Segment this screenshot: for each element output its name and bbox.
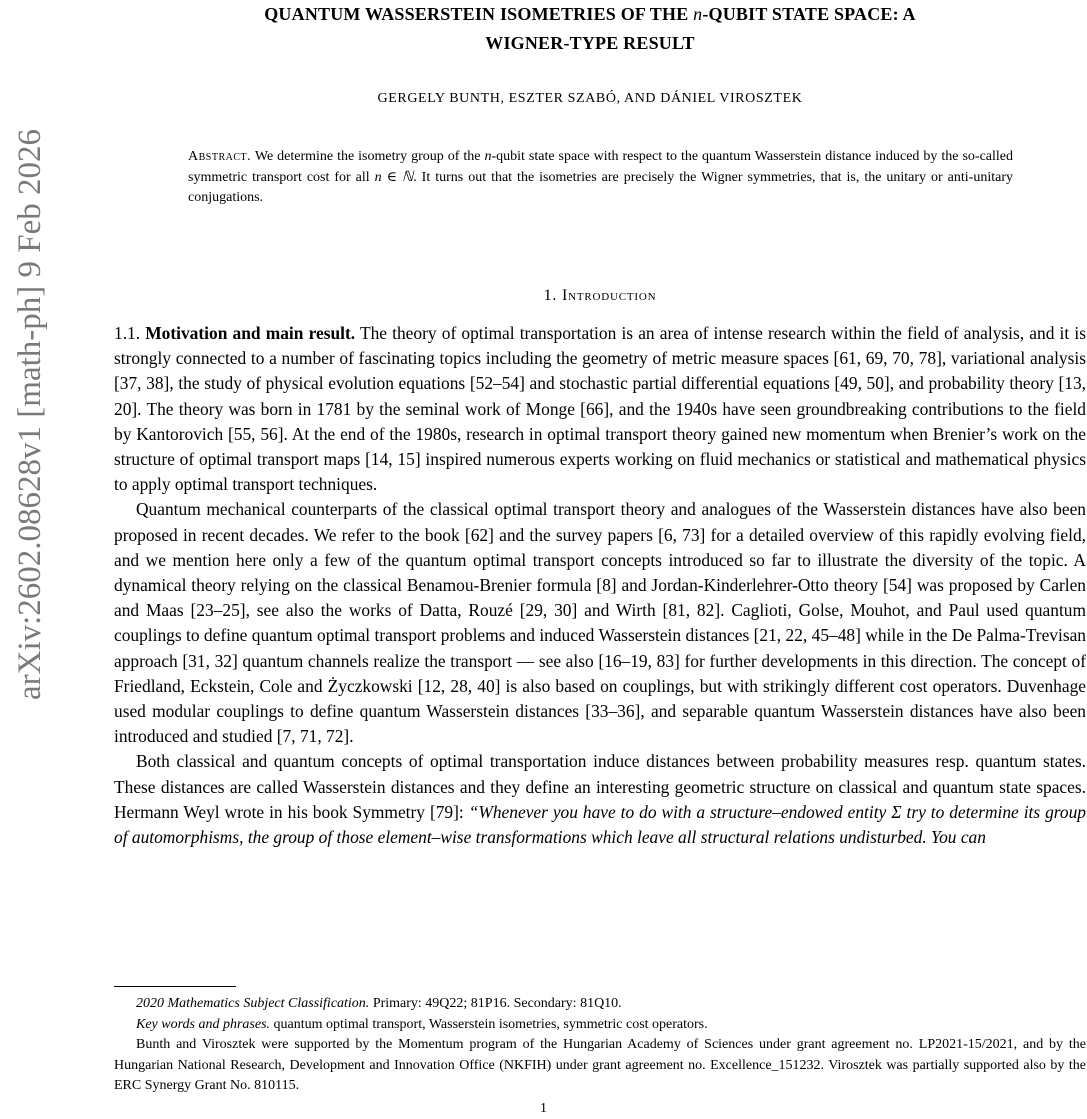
body-text [114,321,1086,850]
paragraph-2: Quantum mechanical counterparts of the classical optimal transport theory and analogues of the Wasserstein distances have also been proposed in recent decades. We refer to the book [62] and the survey papers [6, 73] for a detailed overview of this rapidly evolving field, and we mention here only a few of the quantum optimal transport concepts introduced so far to illustrate the diversity of the topic. A dynamical theory relying on the classical Benamou-Brenier formula [8] and Jordan-Kinderlehrer-Otto theory [54] was proposed by Carlen and Maas [23–25], see also the works of Datta, Rouzé [29, 30] and Wirth [81, 82]. Caglioti, Golse, Mouhot, and Paul used quantum couplings to define quantum optimal transport problems and induced Wasserstein distances [21, 22, 45–48] while in the De Palma-Trevisan approach [31, 32] quantum channels realize the transport — see also [16–19, 83] for further developments in this direction. The concept of Friedland, Eckstein, Cole and Życzkowski [12, 28, 40] is also based on couplings, but with strikingly different cost operators. Duvenhage used modular couplings to define quantum Wasserstein distances [33–36], and separable quantum Wasserstein distances have also been introduced and studied [7, 71, 72]. [114,499,1086,747]
author-list: GERGELY BUNTH, ESZTER SZABÓ, AND DÁNIEL VIROSZTEK [377,91,803,106]
paragraph-1-text: The theory of optimal transportation is an area of intense research within the field of analysis, and it is strongly connected to a number of fascinating topics including the geometry of metric measure spaces [61, 69, 70, 78], variational analysis [37, 38], the study of physical evolution equations [52–54] and stochastic partial differential equations [49, 50], and probability theory [13, 20]. The theory was born in 1781 by the seminal work of Monge [66], and the 1940s have seen groundbreaking contributions to the field by Kantorovich [55, 56]. At the end of the 1980s, research in optimal transport theory gained new momentum when Brenier’s work on the structure of optimal transport maps [14, 15] inspired numerous experts working on fluid mechanics or statistical and mathematical physics to apply optimal transport techniques. [114,323,1086,495]
footnote-keywords [114,1015,1086,1036]
footnote-funding: Bunth and Virosztek were supported by the Momentum program of the Hungarian Academy of Sciences under grant agreement no. LP2021-15/2021, and by the Hungarian National Research, Development and Innovation Office (NKFIH) under grant agreement no. Excellence_151232. Virosztek was partially supported also by the ERC Synergy Grant No. 810115. [114,1037,1086,1093]
title-line1-start: QUANTUM WASSERSTEIN ISOMETRIES OF THE [264,4,694,24]
paper-title [120,0,1060,58]
footnote-divider [114,986,236,987]
footnote-msc-label: 2020 Mathematics Subject Classification. [136,996,370,1011]
footnote-keywords-label: Key words and phrases. [136,1016,271,1032]
subsection-title: Motivation and main result. [145,323,356,343]
paragraph-1 [114,321,1086,497]
footnote-msc [114,994,1086,1015]
title-line2: WIGNER-TYPE RESULT [485,33,695,53]
title-variable-n: n [693,4,703,24]
page-number: 1 [540,1101,547,1116]
weyl-quote: “Whenever you have to do with a structure–endowed entity Σ try to determine its group of automorphisms, the group of those element–wise transformations which leave all structural relations undisturbed. You can [114,801,1086,848]
abstract [188,147,1013,209]
arxiv-identifier-stamp: arXiv:2602.08628v1 [math-ph] 9 Feb 2026 [12,128,48,700]
abstract-label: Abstract. [188,149,252,164]
subsection-number: 1.1. [114,323,146,343]
abstract-math: n ∈ ℕ [374,169,414,185]
paragraph-3 [114,749,1086,850]
section-title: Introduction [562,287,657,304]
title-line1-end: -QUBIT STATE SPACE: A [702,4,916,24]
abstract-var-n: n [484,149,492,164]
paragraph-3-text: Both classical and quantum concepts of optimal transportation induce distances between probability measures resp. quantum states. These distances are called Wasserstein distances and they define an interesting geometric structure on classical and quantum state spaces. Hermann Weyl wrote in his book Symmetry [79]: [114,751,1086,822]
footnote-msc-text: Primary: 49Q22; 81P16. Secondary: 81Q10. [369,996,622,1011]
footnotes [114,994,1086,1097]
abstract-text-b: -qubit state space with respect to the quantum Wasserstein distance induced by the so-called symmetric transport cost for all [188,149,1013,185]
abstract-text-c: . It turns out that the isometries are precisely the Wigner symmetries, that is, the unitary or anti-unitary conjugations. [188,169,1013,205]
section-heading [120,287,1080,305]
footnote-keywords-text: quantum optimal transport, Wasserstein isometries, symmetric cost operators. [270,1016,708,1032]
section-number: 1. [543,287,563,304]
abstract-text-a: We determine the isometry group of the [251,149,485,164]
